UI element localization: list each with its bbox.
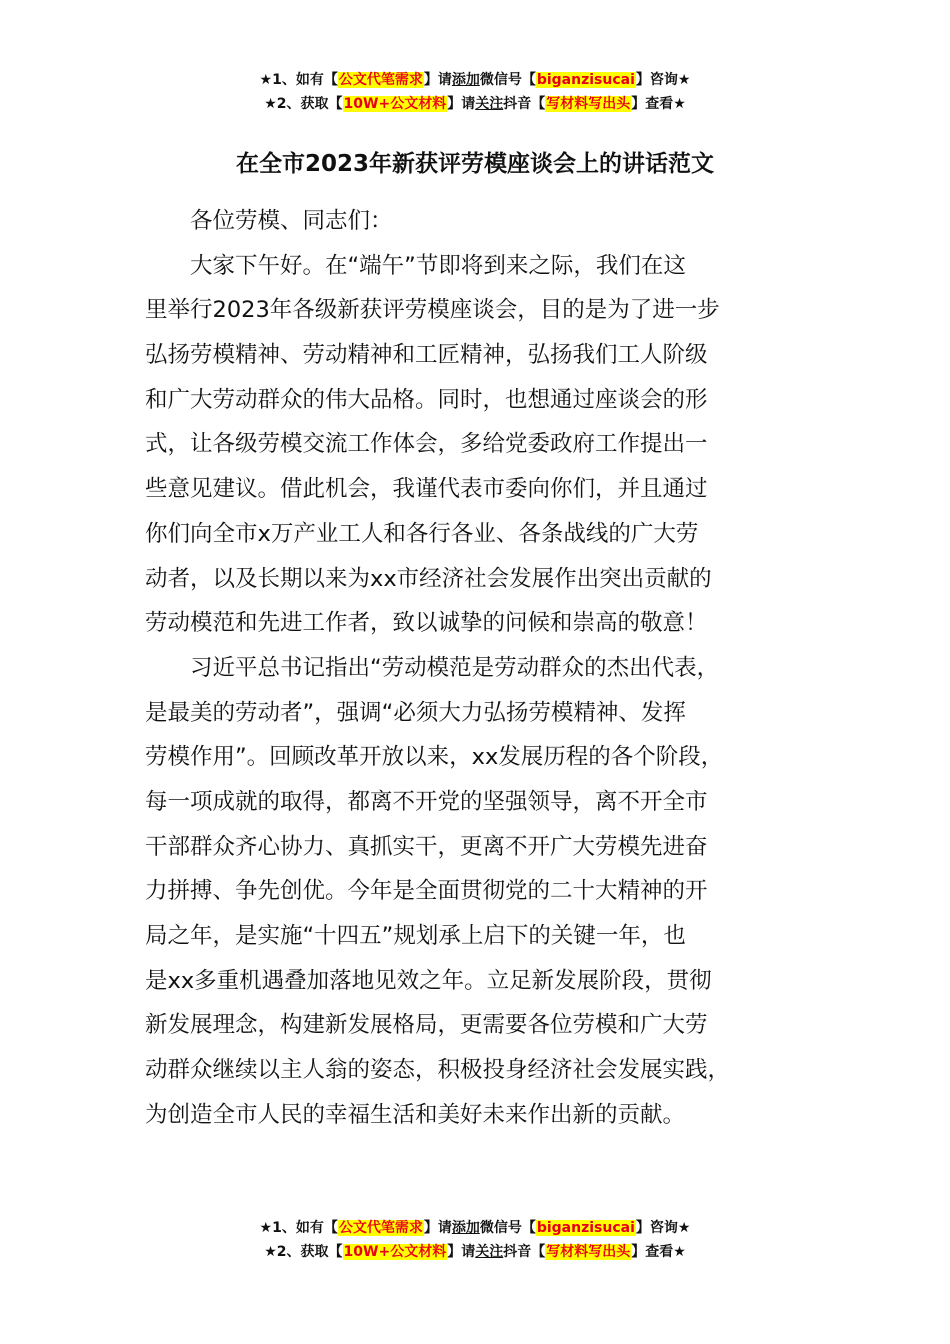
douyin-account-highlight: 写材料写出头 xyxy=(546,96,631,112)
promo-text: 1、如有【 xyxy=(272,1220,338,1236)
promo-text: 】请 xyxy=(423,1220,452,1236)
promo-text: 1、如有【 xyxy=(272,72,338,88)
header-promo-banner xyxy=(0,68,950,116)
body-line: 和广大劳动群众的伟大品格。同时，也想通过座谈会的形 xyxy=(145,386,708,413)
promo-text: 2、获取【 xyxy=(276,96,343,112)
body-line: 大家下午好。在“端午”节即将到来之际，我们在这 xyxy=(145,252,686,279)
star-icon: ★ xyxy=(259,72,273,88)
promo-text: 】咨询 xyxy=(635,1220,678,1236)
body-line: 些意见建议。借此机会，我谨代表市委向你们，并且通过 xyxy=(145,476,708,503)
body-line: 干部群众齐心协力、真抓实干，更离不开广大劳模先进奋 xyxy=(145,833,708,860)
star-icon: ★ xyxy=(264,96,277,112)
promo-underlined-text: 添加 xyxy=(451,72,480,88)
document-title: 在全市2023年新获评劳模座谈会上的讲话范文 xyxy=(235,151,714,177)
promo-underlined-text: 添加 xyxy=(451,1220,480,1236)
star-icon: ★ xyxy=(677,1220,691,1236)
body-line: 劳动模范和先进工作者，致以诚挚的问候和崇高的敬意！ xyxy=(145,610,708,637)
body-line: 每一项成就的取得，都离不开党的坚强领导，离不开全市 xyxy=(145,788,708,815)
promo-highlight: 公文代笔需求 xyxy=(338,1220,423,1236)
promo-highlight: 10W+公文材料 xyxy=(343,1244,447,1260)
body-line: 力拼搏、争先创优。今年是全面贯彻党的二十大精神的开 xyxy=(145,878,708,905)
promo-highlight: 10W+公文材料 xyxy=(343,96,447,112)
douyin-account-highlight: 写材料写出头 xyxy=(546,1244,631,1260)
star-icon: ★ xyxy=(677,72,691,88)
body-line: 是xx多重机遇叠加落地见效之年。立足新发展阶段，贯彻 xyxy=(145,967,712,994)
body-line: 弘扬劳模精神、劳动精神和工匠精神，弘扬我们工人阶级 xyxy=(145,342,708,369)
document-body xyxy=(145,199,815,1137)
body-line: 是最美的劳动者”，强调“必须大力弘扬劳模精神、发挥 xyxy=(145,699,686,726)
wechat-id-highlight: biganzisucai xyxy=(536,72,635,88)
promo-text: 】查看 xyxy=(631,1244,674,1260)
body-line: 新发展理念，构建新发展格局，更需要各位劳模和广大劳 xyxy=(145,1012,708,1039)
promo-line-2 xyxy=(0,1240,950,1264)
wechat-id-highlight: biganzisucai xyxy=(536,1220,635,1236)
body-line: 劳模作用”。回顾改革开放以来，xx发展历程的各个阶段， xyxy=(145,744,724,771)
star-icon: ★ xyxy=(673,96,686,112)
promo-text: 】查看 xyxy=(631,96,674,112)
body-line: 里举行2023年各级新获评劳模座谈会，目的是为了进一步 xyxy=(145,297,720,324)
promo-line-2 xyxy=(0,92,950,116)
promo-text: 抖音【 xyxy=(503,96,546,112)
promo-text: 微信号【 xyxy=(479,72,536,88)
promo-line-1 xyxy=(0,1216,950,1240)
promo-text: 微信号【 xyxy=(479,1220,536,1236)
star-icon: ★ xyxy=(673,1244,686,1260)
promo-text: 抖音【 xyxy=(503,1244,546,1260)
body-line: 式，让各级劳模交流工作体会，多给党委政府工作提出一 xyxy=(145,431,708,458)
body-line: 动群众继续以主人翁的姿态，积极投身经济社会发展实践， xyxy=(145,1057,731,1084)
star-icon: ★ xyxy=(259,1220,273,1236)
promo-line-1 xyxy=(0,68,950,92)
body-line: 你们向全市x万产业工人和各行各业、各条战线的广大劳 xyxy=(145,520,699,547)
body-line: 局之年，是实施“十四五”规划承上启下的关键一年，也 xyxy=(145,923,686,949)
body-line: 习近平总书记指出“劳动模范是劳动群众的杰出代表， xyxy=(145,654,720,681)
body-line: 各位劳模、同志们： xyxy=(145,208,393,234)
body-line: 为创造全市人民的幸福生活和美好未来作出新的贡献。 xyxy=(145,1101,686,1128)
footer-promo-banner xyxy=(0,1216,950,1264)
promo-text: 】咨询 xyxy=(635,72,678,88)
promo-highlight: 公文代笔需求 xyxy=(338,72,423,88)
promo-text: 】请 xyxy=(447,96,476,112)
star-icon: ★ xyxy=(264,1244,277,1260)
body-line: 动者，以及长期以来为xx市经济社会发展作出突出贡献的 xyxy=(145,565,712,592)
promo-text: 2、获取【 xyxy=(276,1244,343,1260)
promo-underlined-text: 关注 xyxy=(475,1244,504,1260)
promo-text: 】请 xyxy=(423,72,452,88)
promo-underlined-text: 关注 xyxy=(475,96,504,112)
promo-text: 】请 xyxy=(447,1244,476,1260)
